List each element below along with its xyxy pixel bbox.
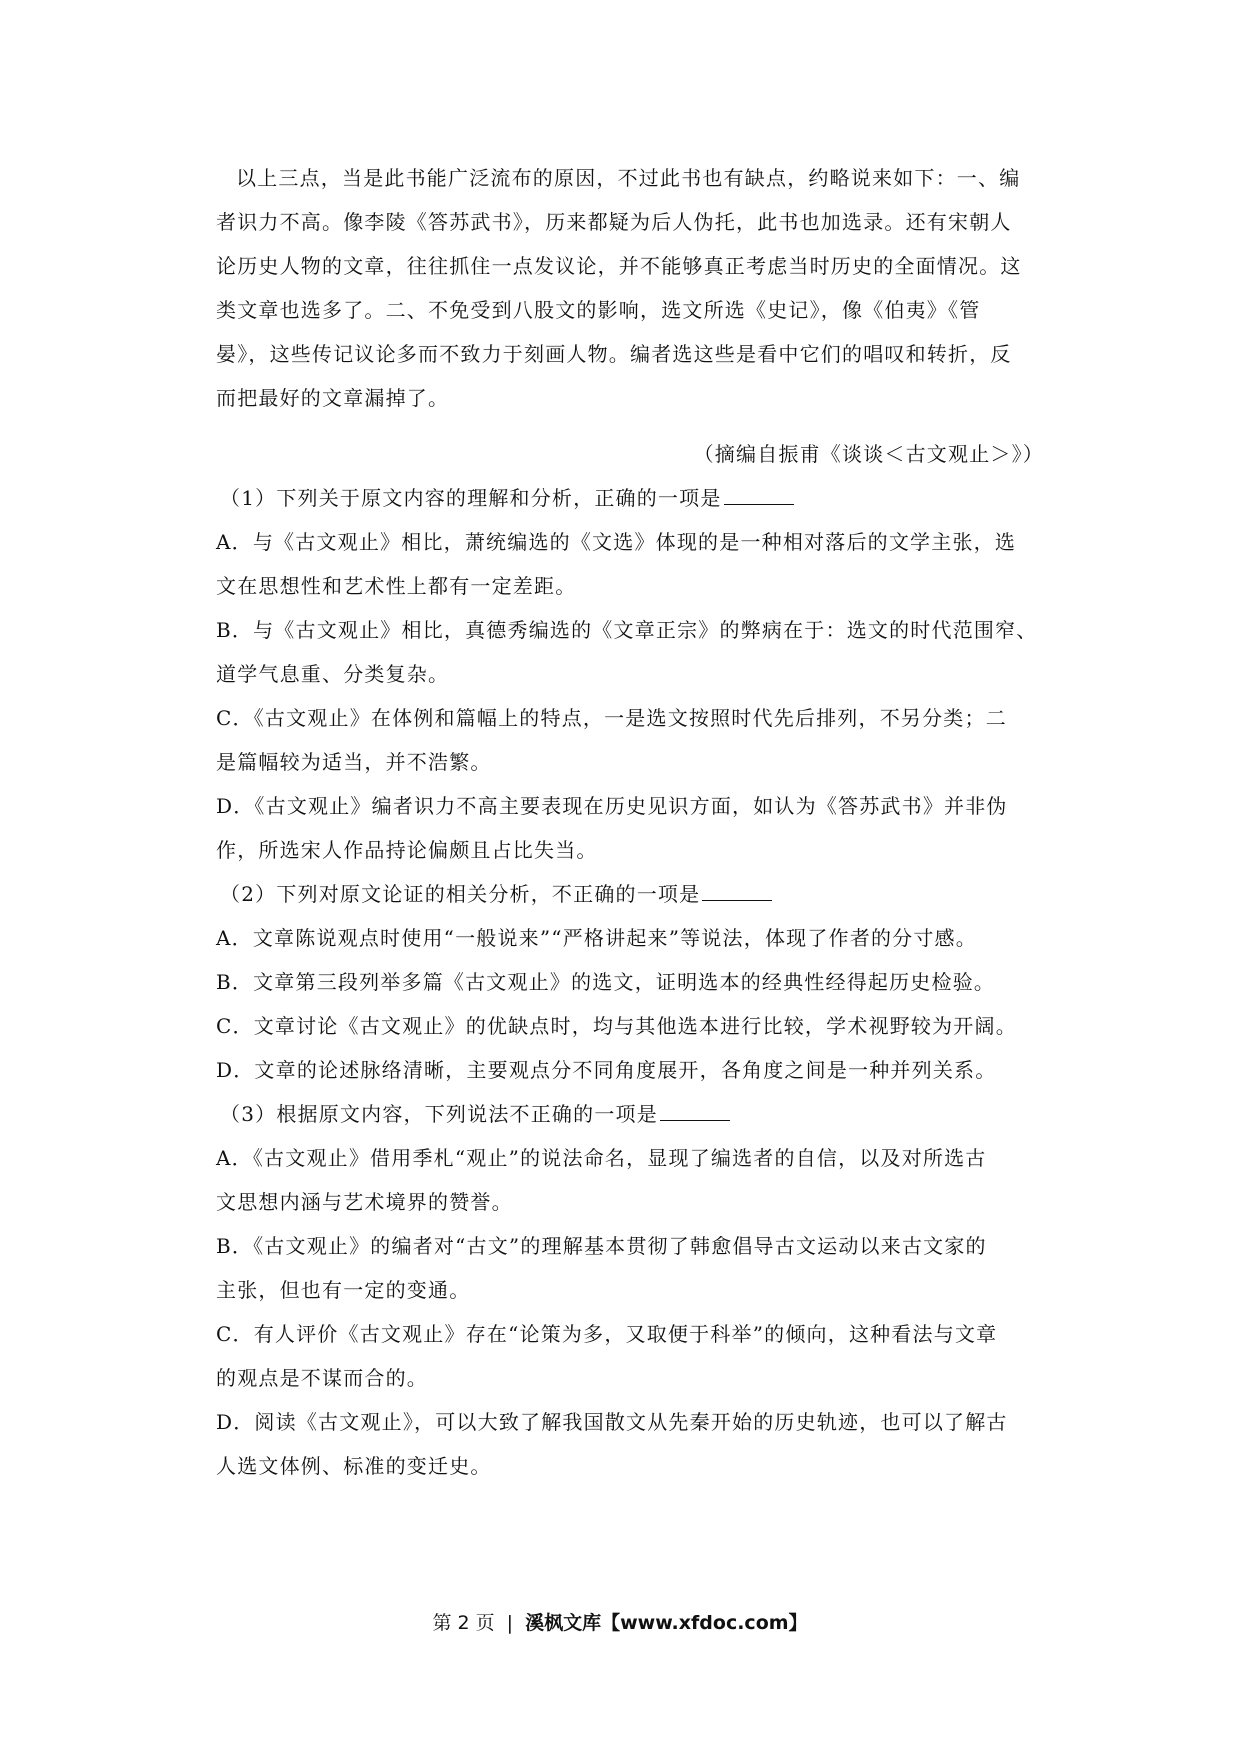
- passage-source: （摘编自振甫《谈谈＜古文观止＞》）: [693, 442, 1044, 466]
- option-a: A．文章陈说观点时使用“一般说来”“严格讲起来”等说法，体现了作者的分寸感。: [216, 926, 977, 950]
- option-b: B．与《古文观止》相比，真德秀编选的《文章正宗》的弊病在于：选文的时代范围窄、: [216, 618, 1038, 642]
- option-d: D．阅读《古文观止》，可以大致了解我国散文从先秦开始的历史轨迹，也可以了解古: [216, 1410, 1008, 1434]
- answer-blank[interactable]: [724, 503, 794, 505]
- answer-blank[interactable]: [660, 1119, 730, 1121]
- footer-separator: |: [506, 1612, 514, 1634]
- option-b: B．文章第三段列举多篇《古文观止》的选文，证明选本的经典性经得起历史检验。: [216, 970, 996, 994]
- option-c: C．《古文观止》在体例和篇幅上的特点，一是选文按照时代先后排列，不另分类；二: [216, 706, 1007, 730]
- passage-line: 类文章也选多了。二、不免受到八股文的影响，选文所选《史记》，像《伯夷》《管: [216, 298, 981, 322]
- option-d: D．《古文观止》编者识力不高主要表现在历史见识方面，如认为《答苏武书》并非伪: [216, 794, 1008, 818]
- option-d: D．文章的论述脉络清晰，主要观点分不同角度展开，各角度之间是一种并列关系。: [216, 1058, 997, 1082]
- passage-line: 以上三点，当是此书能广泛流布的原因，不过此书也有缺点，约略说来如下：一、编: [236, 166, 1021, 190]
- footer-brand[interactable]: 溪枫文库【www.xfdoc.com】: [525, 1612, 808, 1634]
- passage-line: 晏》，这些传记议论多而不致力于刻画人物。编者选这些是看中它们的唱叹和转折，反: [216, 342, 1012, 366]
- option-c: C．有人评价《古文观止》存在“论策为多，又取便于科举”的倾向，这种看法与文章: [216, 1322, 998, 1346]
- option-c: C．文章讨论《古文观止》的优缺点时，均与其他选本进行比较，学术视野较为开阔。: [216, 1014, 1017, 1038]
- option-b-cont: 主张，但也有一定的变通。: [216, 1278, 471, 1302]
- passage-line: 者识力不高。像李陵《答苏武书》，历来都疑为后人伪托，此书也加选录。还有宋朝人: [216, 210, 1012, 234]
- answer-blank[interactable]: [702, 899, 772, 901]
- question-3: [216, 1092, 1052, 1488]
- option-a: A．与《古文观止》相比，萧统编选的《文选》体现的是一种相对落后的文学主张，选: [216, 530, 1017, 554]
- page-footer: [0, 1608, 1240, 1635]
- option-b: B．《古文观止》的编者对“古文”的理解基本贯彻了韩愈倡导古文运动以来古文家的: [216, 1234, 987, 1258]
- question-1: [216, 476, 1052, 872]
- question-stem: （1）下列关于原文内容的理解和分析，正确的一项是: [216, 476, 1052, 520]
- document-content: [216, 156, 1052, 1488]
- option-a-cont: 文在思想性和艺术性上都有一定差距。: [216, 574, 577, 598]
- passage: [216, 156, 1052, 476]
- question-stem: （2）下列对原文论证的相关分析，不正确的一项是: [216, 872, 1052, 916]
- option-d-cont: 人选文体例、标准的变迁史。: [216, 1454, 492, 1478]
- page-number: 第 2 页: [432, 1612, 495, 1634]
- option-c-cont: 的观点是不谋而合的。: [216, 1366, 428, 1390]
- option-c-cont: 是篇幅较为适当，并不浩繁。: [216, 750, 492, 774]
- option-d-cont: 作，所选宋人作品持论偏颇且占比失当。: [216, 838, 598, 862]
- option-a-cont: 文思想内涵与艺术境界的赞誉。: [216, 1190, 513, 1214]
- question-2: [216, 872, 1052, 1092]
- passage-line: 论历史人物的文章，往往抓住一点发议论，并不能够真正考虑当时历史的全面情况。这: [216, 254, 1022, 278]
- option-b-cont: 道学气息重、分类复杂。: [216, 662, 450, 686]
- question-stem: （3）根据原文内容，下列说法不正确的一项是: [216, 1092, 1052, 1136]
- passage-line: 而把最好的文章漏掉了。: [216, 386, 450, 410]
- option-a: A．《古文观止》借用季札“观止”的说法命名，显现了编选者的自信，以及对所选古: [216, 1146, 987, 1170]
